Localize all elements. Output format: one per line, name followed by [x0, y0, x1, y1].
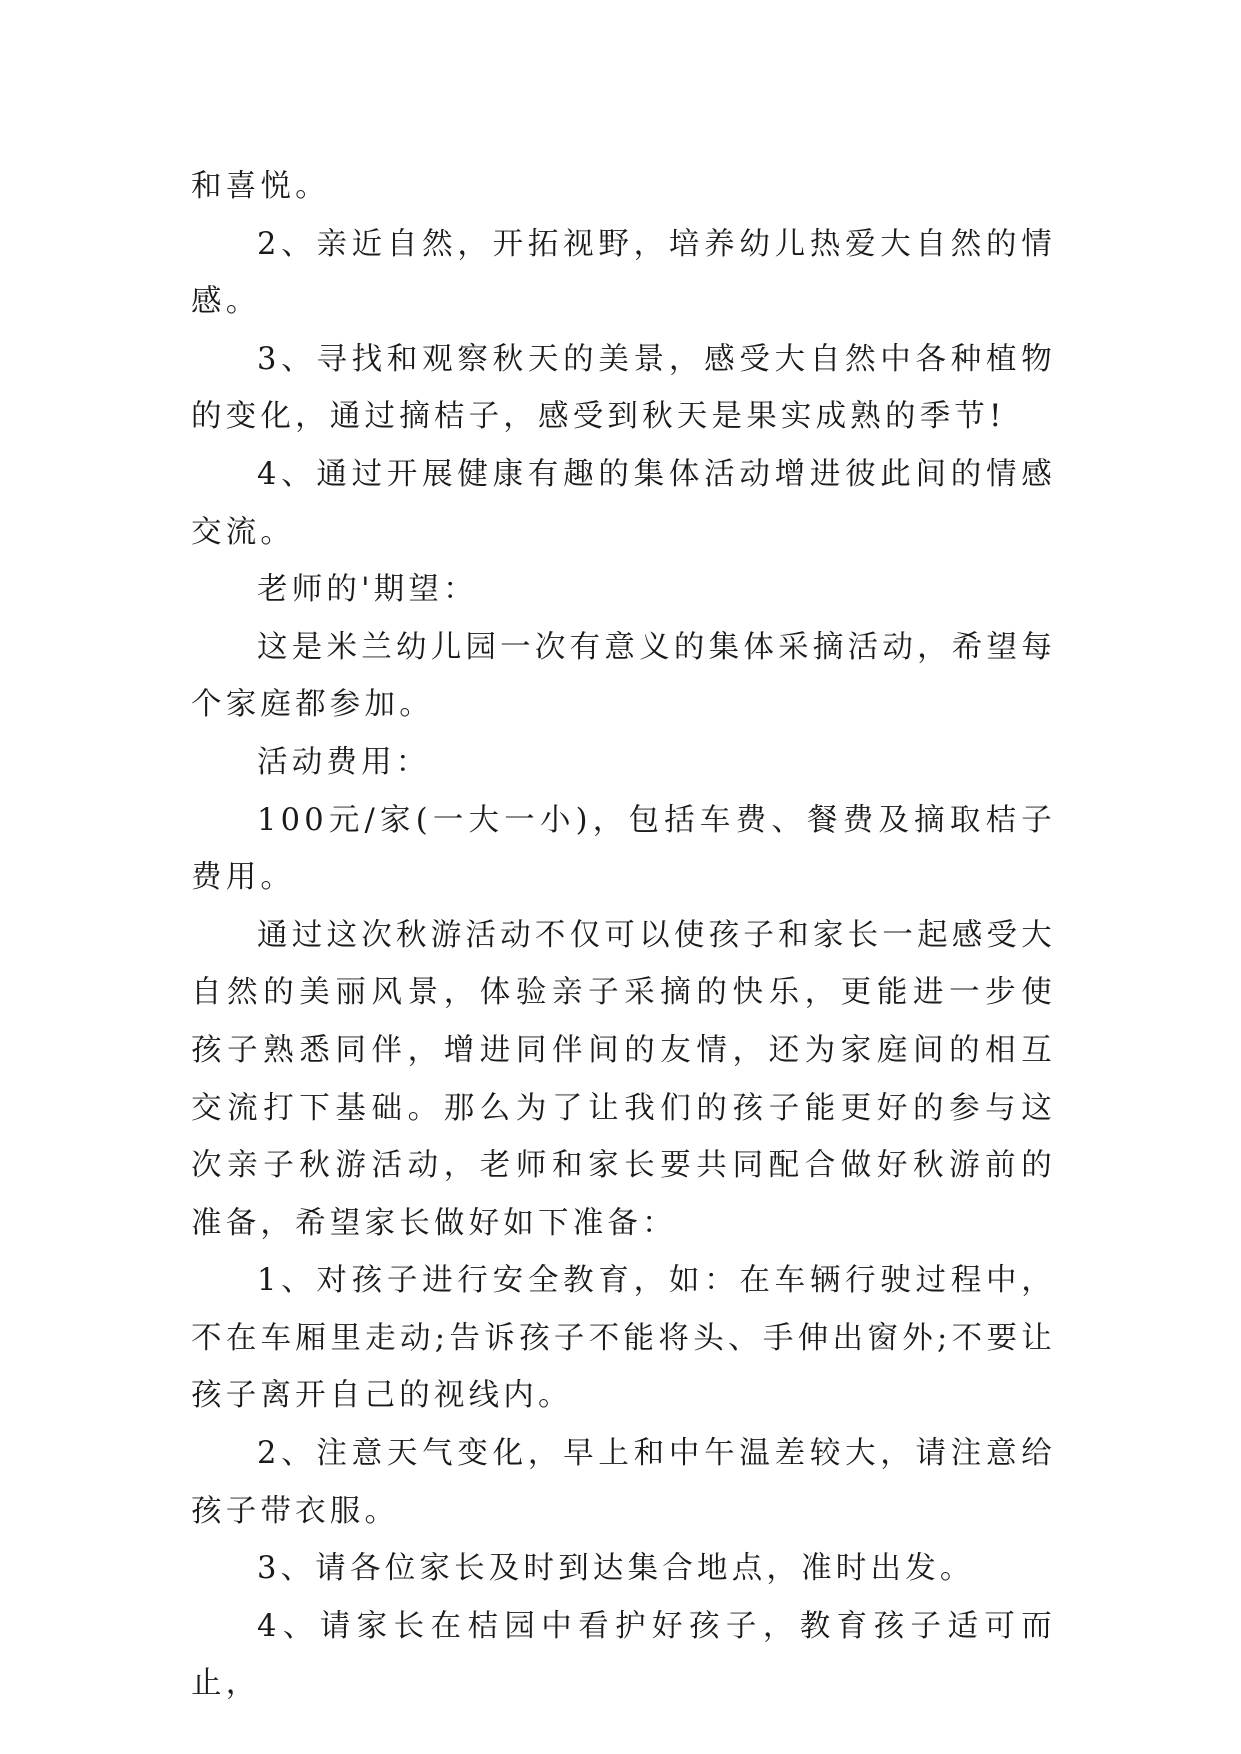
paragraph-goal-3: 3、寻找和观察秋天的美景，感受大自然中各种植物的变化，通过摘桔子，感受到秋天是果实成熟的季节! [191, 341, 1056, 435]
paragraph-teacher-expectation: 这是米兰幼儿园一次有意义的集体采摘活动，希望每个家庭都参加。 [191, 629, 1056, 723]
paragraph-prep-3: 3、请各位家长及时到达集合地点，准时出发。 [257, 1551, 975, 1587]
heading-teacher-expectation: 老师的'期望： [257, 572, 478, 608]
paragraph-goal-2: 2、亲近自然，开拓视野，培养幼儿热爱大自然的情感。 [191, 226, 1056, 320]
heading-activity-fee: 活动费用： [257, 744, 431, 780]
paragraph-goal-4: 4、通过开展健康有趣的集体活动增进彼此间的情感交流。 [191, 456, 1056, 550]
paragraph-prep-2: 2、注意天气变化，早上和中午温差较大，请注意给孩子带衣服。 [191, 1436, 1056, 1529]
paragraph-activity-fee: 100元/家(一大一小)，包括车费、餐费及摘取桔子费用。 [191, 802, 1056, 896]
paragraph-prep-1: 1、对孩子进行安全教育，如：在车辆行驶过程中，不在车厢里走动;告诉孩子不能将头、手伸出窗外;不要让孩子离开自己的视线内。 [191, 1263, 1056, 1414]
document-body [191, 158, 1056, 1713]
paragraph-prep-4: 4、请家长在桔园中看护好孩子，教育孩子适可而止， [191, 1608, 1056, 1702]
paragraph-continuation: 和喜悦。 [191, 169, 330, 204]
paragraph-preparation-intro: 通过这次秋游活动不仅可以使孩子和家长一起感受大自然的美丽风景，体验亲子采摘的快乐，更能进一步使孩子熟悉同伴，增进同伴间的友情，还为家庭间的相互交流打下基础。那么为了让我们的孩子能更好的参与这次亲子秋游活动，老师和家长要共同配合做好秋游前的准备，希望家长做好如下准备： [191, 917, 1056, 1241]
